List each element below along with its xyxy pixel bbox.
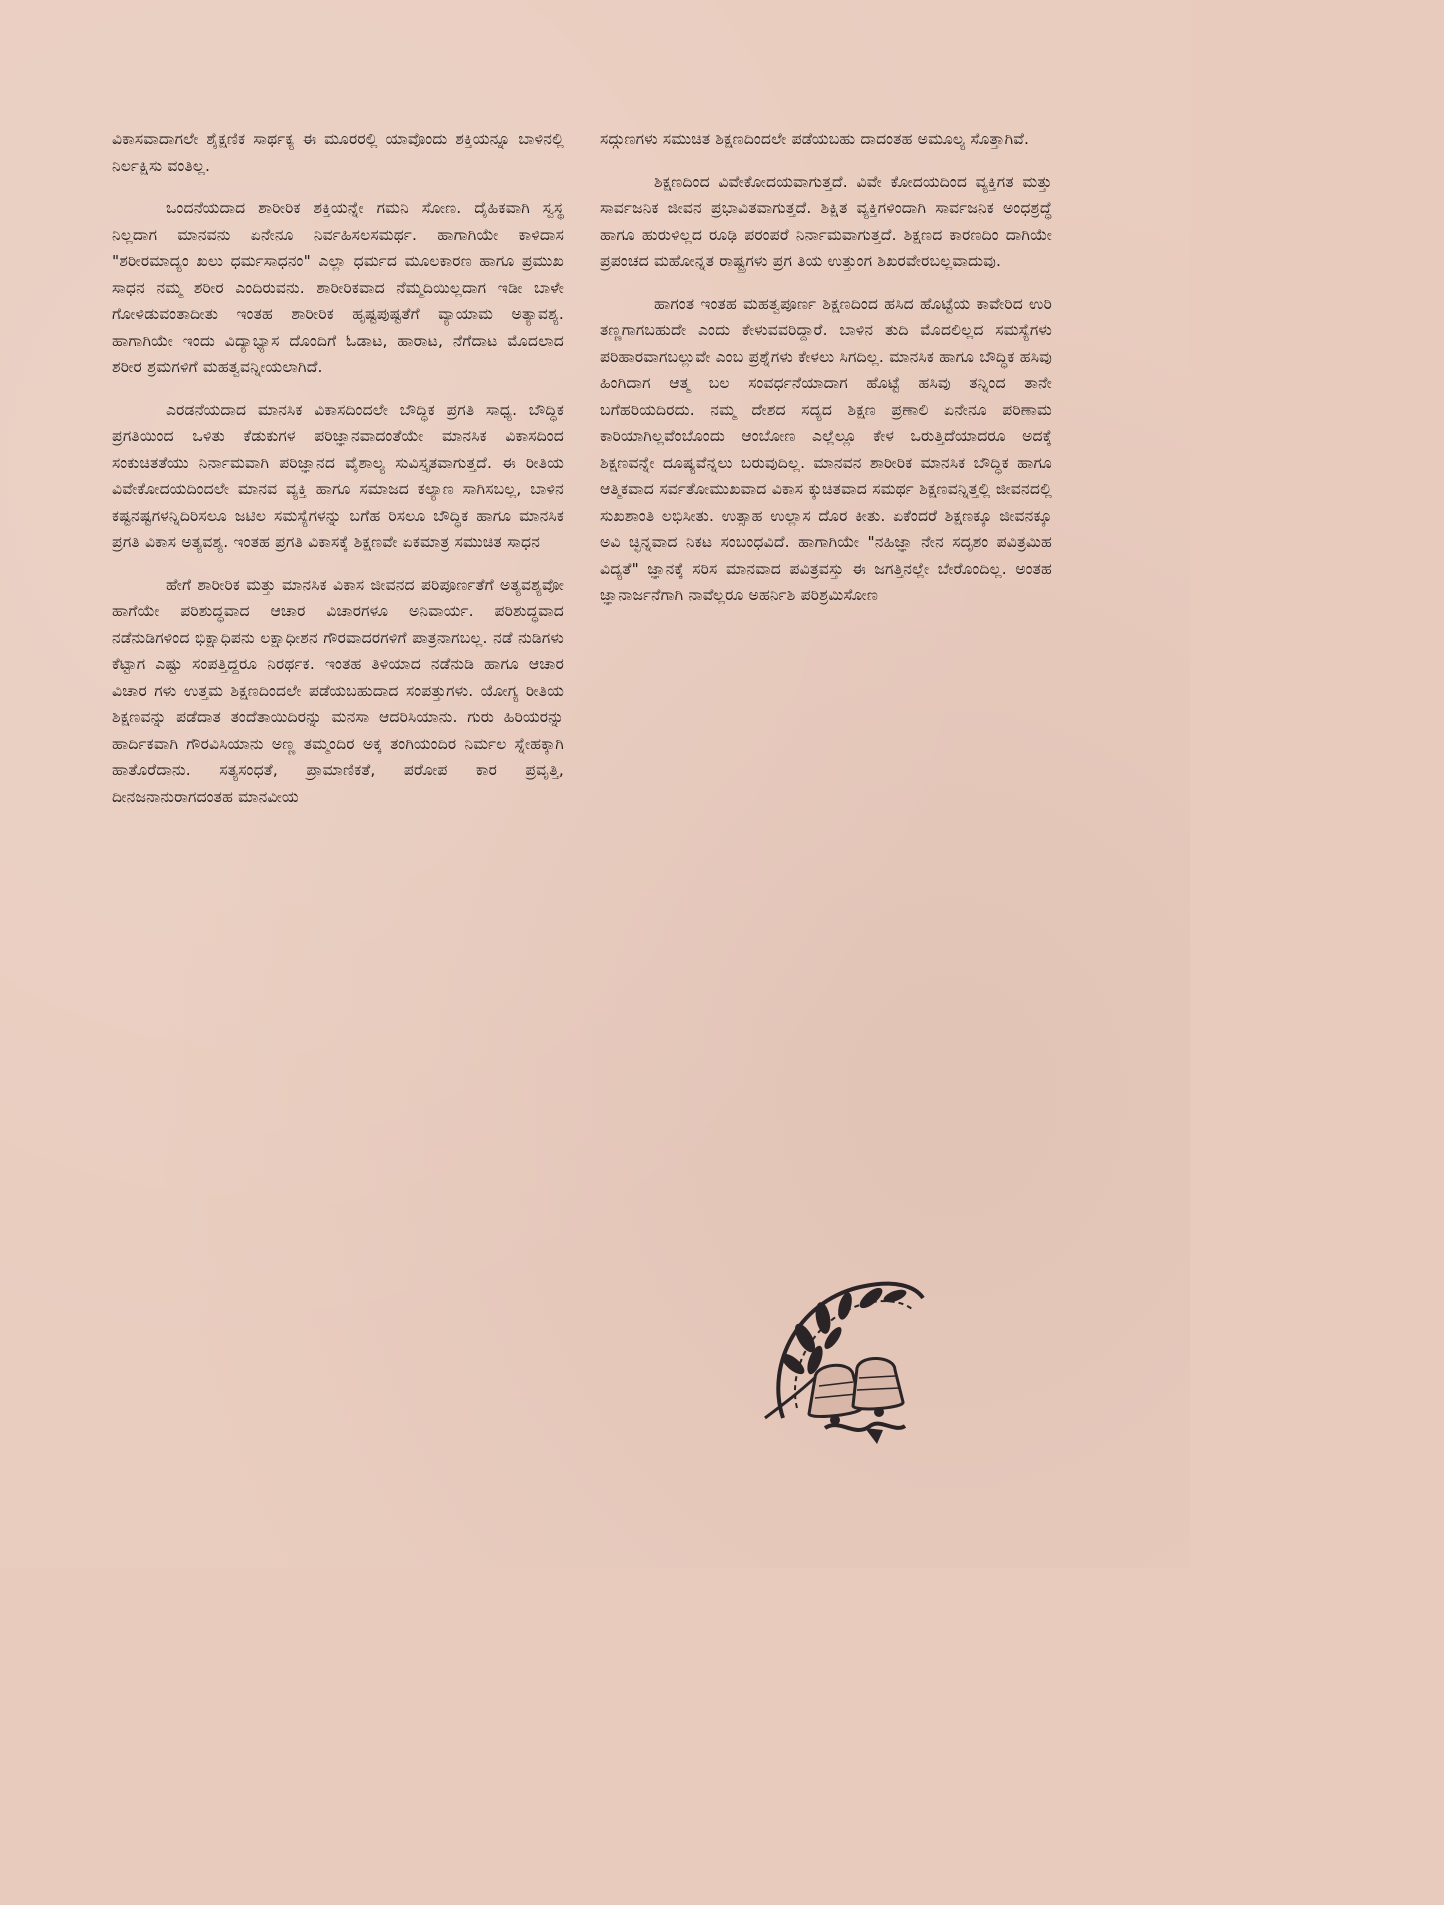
ribbon xyxy=(825,1424,905,1430)
paragraph-vikasa-intro: ವಿಕಾಸವಾದಾಗಲೇ ಶೈಕ್ಷಣಿಕ ಸಾರ್ಥಕ್ಯ ಈ ಮೂರರಲ್ಲಿ ಯಾವೊಂದು ಶಕ್ತಿಯನ್ನೂ ಬಾಳಿನಲ್ಲಿ ನಿರ್ಲಕ್ಷಿಸು ವಂತಿಲ್ಲ. xyxy=(112,130,564,175)
bells-with-wreath-icon xyxy=(745,1268,935,1446)
ribbon-tail xyxy=(865,1428,883,1444)
paragraph-virtues: ಸದ್ಗುಣಗಳು ಸಮುಚಿತ ಶಿಕ್ಷಣದಿಂದಲೇ ಪಡೆಯಬಹು ದಾದಂತಹ ಅಮೂಲ್ಯ ಸೊತ್ತಾಗಿವೆ. xyxy=(600,130,1030,148)
paragraph-mental-development: ಎರಡನೆಯದಾದ ಮಾನಸಿಕ ವಿಕಾಸದಿಂದಲೇ ಬೌದ್ಧಿಕ ಪ್ರಗತಿ ಸಾಧ್ಯ. ಬೌದ್ಧಿಕ ಪ್ರಗತಿಯಿಂದ ಒಳಿತು ಕೆಡುಕುಗಳ ಪರಿಜ್ಞಾನವಾದಂತೆಯೇ ಮಾನಸಿಕ ವಿಕಾಸದಿಂದ ಸಂಕುಚಿತತೆಯು ನಿರ್ನಾಮವಾಗಿ ಪರಿಜ್ಞಾನದ ವೈಶಾಲ್ಯ ಸುವಿಸ್ತೃತವಾಗುತ್ತದೆ. ಈ ರೀತಿಯ ವಿವೇಕೋದಯದಿಂದಲೇ ಮಾನವ ವ್ಯಕ್ತಿ ಹಾಗೂ ಸಮಾಜದ ಕಲ್ಯಾಣ ಸಾಗಿಸಬಲ್ಲ, ಬಾಳಿನ ಕಷ್ಟನಷ್ಟಗಳನ್ನಿದಿರಿಸಲೂ ಜಟಿಲ ಸಮಸ್ಯೆಗಳನ್ನು ಬಗೆಹ ರಿಸಲೂ ಬೌದ್ಧಿಕ ಹಾಗೂ ಮಾನಸಿಕ ಪ್ರಗತಿ ವಿಕಾಸ ಅತ್ಯವಶ್ಯ. ಇಂತಹ ಪ್ರಗತಿ ವಿಕಾಸಕ್ಕೆ ಶಿಕ್ಷಣವೇ ಏಕಮಾತ್ರ ಸಮುಚಿತ ಸಾಧನ xyxy=(112,400,564,551)
paragraph-education-awakening: ಶಿಕ್ಷಣದಿಂದ ವಿವೇಕೋದಯವಾಗುತ್ತದೆ. ವಿವೇ ಕೋದಯದಿಂದ ವ್ಯಕ್ತಿಗತ ಮತ್ತು ಸಾರ್ವಜನಿಕ ಜೀವನ ಪ್ರಭಾವಿತವಾಗುತ್ತದೆ. ಶಿಕ್ಷಿತ ವ್ಯಕ್ತಿಗಳಿಂದಾಗಿ ಸಾರ್ವಜನಿಕ ಅಂಧಶ್ರದ್ಧೆ ಹಾಗೂ ಹುರುಳಿಲ್ಲದ ರೂಢಿ ಪರಂಪರೆ ನಿರ್ನಾಮವಾಗುತ್ತದೆ. ಶಿಕ್ಷಣದ ಕಾರಣದಿಂ ದಾಗಿಯೇ ಪ್ರಪಂಚದ ಮಹೋನ್ನತ ರಾಷ್ಟ್ರಗಳು ಪ್ರಗ ತಿಯ ಉತ್ತುಂಗ ಶಿಖರವೇರಬಲ್ಲವಾದುವು. xyxy=(600,172,1052,270)
paragraph-conduct: ಹೇಗೆ ಶಾರೀರಿಕ ಮತ್ತು ಮಾನಸಿಕ ವಿಕಾಸ ಜೀವನದ ಪರಿಪೂರ್ಣತೆಗೆ ಅತ್ಯವಶ್ಯವೋ ಹಾಗೆಯೇ ಪರಿಶುದ್ಧವಾದ ಆಚಾರ ವಿಚಾರಗಳೂ ಅನಿವಾರ್ಯ. ಪರಿಶುದ್ಧವಾದ ನಡೆನುಡಿಗಳಿಂದ ಭಿಕ್ಷಾಧಿಪನು ಲಕ್ಷಾಧೀಶನ ಗೌರವಾದರಗಳಿಗೆ ಪಾತ್ರನಾಗಬಲ್ಲ. ನಡೆ ನುಡಿಗಳು ಕೆಟ್ಟಾಗ ಎಷ್ಟು ಸಂಪತ್ತಿದ್ದರೂ ನಿರರ್ಥಕ. ಇಂತಹ ತಿಳಿಯಾದ ನಡೆನುಡಿ ಹಾಗೂ ಆಚಾರ ವಿಚಾರ ಗಳು ಉತ್ತಮ ಶಿಕ್ಷಣದಿಂದಲೇ ಪಡೆಯಬಹುದಾದ ಸಂಪತ್ತುಗಳು. ಯೋಗ್ಯ ರೀತಿಯ ಶಿಕ್ಷಣವನ್ನು ಪಡೆದಾತ ತಂದೆತಾಯಿದಿರನ್ನು ಮನಸಾ ಆದರಿಸಿಯಾನು. ಗುರು ಹಿರಿಯರನ್ನು ಹಾರ್ದಿಕವಾಗಿ ಗೌರವಿಸಿಯಾನು ಅಣ್ಣ ತಮ್ಮಂದಿರ ಅಕ್ಕ ತಂಗಿಯಂದಿರ ನಿರ್ಮಲ ಸ್ನೇಹಕ್ಕಾಗಿ ಹಾತೊರೆದಾನು. ಸತ್ಯಸಂಧತೆ, ಪ್ರಾಮಾಣಿಕತೆ, ಪರೋಪ ಕಾರ ಪ್ರವೃತ್ತಿ, ದೀನಜನಾನುರಾಗದಂತಹ ಮಾನವೀಯ xyxy=(112,575,564,806)
paragraph-education-and-life: ಹಾಗಂತ ಇಂತಹ ಮಹತ್ವಪೂರ್ಣ ಶಿಕ್ಷಣದಿಂದ ಹಸಿದ ಹೊಟ್ಟೆಯ ಕಾವೇರಿದ ಉರಿ ತಣ್ಣಗಾಗಬಹುದೇ ಎಂದು ಕೇಳುವವರಿದ್ದಾರೆ. ಬಾಳಿನ ತುದಿ ಮೊದಲಿಲ್ಲದ ಸಮಸ್ಯೆಗಳು ಪರಿಹಾರವಾಗಬಲ್ಲುವೇ ಎಂಬ ಪ್ರಶ್ನೆಗಳು ಕೇಳಲು ಸಿಗದಿಲ್ಲ. ಮಾನಸಿಕ ಹಾಗೂ ಬೌದ್ಧಿಕ ಹಸಿವು ಹಿಂಗಿದಾಗ ಆತ್ಮ ಬಲ ಸಂವರ್ಧನೆಯಾದಾಗ ಹೊಟ್ಟೆ ಹಸಿವು ತನ್ನಿಂದ ತಾನೇ ಬಗೆಹರಿಯದಿರದು. ನಮ್ಮ ದೇಶದ ಸದ್ಯದ ಶಿಕ್ಷಣ ಪ್ರಣಾಲಿ ಏನೇನೂ ಪರಿಣಾಮ ಕಾರಿಯಾಗಿಲ್ಲವೆಂಬೊಂದು ಆಂಬೋಣ ಎಲ್ಲೆಲ್ಲೂ ಕೇಳ ಒರುತ್ತಿದೆಯಾದರೂ ಅದಕ್ಕೆ ಶಿಕ್ಷಣವನ್ನೇ ದೂಷ್ಯವೆನ್ನಲು ಬರುವುದಿಲ್ಲ. ಮಾನವನ ಶಾರೀರಿಕ ಮಾನಸಿಕ ಬೌದ್ಧಿಕ ಹಾಗೂ ಆತ್ಮಿಕವಾದ ಸರ್ವತೋಮುಖವಾದ ವಿಕಾಸ ಕ್ಕುಚಿತವಾದ ಸಮರ್ಥ ಶಿಕ್ಷಣವನ್ನಿತ್ತಲ್ಲಿ ಜೀವನದಲ್ಲಿ ಸುಖಶಾಂತಿ ಲಭಿಸೀತು. ಉತ್ಸಾಹ ಉಲ್ಲಾಸ ದೊರ ಕೀತು. ಏಕೆಂದರೆ ಶಿಕ್ಷಣಕ್ಕೂ ಜೀವನಕ್ಕೂ ಅವಿ ಚ್ಛಿನ್ನವಾದ ನಿಕಟ ಸಂಬಂಧವಿದೆ. ಹಾಗಾಗಿಯೇ "ನಹಿಜ್ಞಾ ನೇನ ಸದೃಶಂ ಪವಿತ್ರಮಿಹ ವಿದ್ಯತೆ" ಜ್ಞಾನಕ್ಕೆ ಸರಿಸ ಮಾನವಾದ ಪವಿತ್ರವಸ್ತು ಈ ಜಗತ್ತಿನಲ್ಲೇ ಬೇರೊಂದಿಲ್ಲ. ಅಂತಹ ಜ್ಞಾನಾರ್ಜನೆಗಾಗಿ ನಾವೆಲ್ಲರೂ ಅಹರ್ನಿಶಿ ಪರಿಶ್ರಮಿಸೋಣ xyxy=(600,294,1052,604)
paragraph-physical-strength: ಒಂದನೆಯದಾದ ಶಾರೀರಿಕ ಶಕ್ತಿಯನ್ನೇ ಗಮನಿ ಸೋಣ. ದೈಹಿಕವಾಗಿ ಸ್ವಸ್ಥ ನಿಲ್ಲದಾಗ ಮಾನವನು ಏನೇನೂ ನಿರ್ವಹಿಸಲಸಮರ್ಥ. ಹಾಗಾಗಿಯೇ ಕಾಳಿದಾಸ "ಶರೀರಮಾದ್ಯಂ ಖಲು ಧರ್ಮಸಾಧನಂ" ಎಲ್ಲಾ ಧರ್ಮದ ಮೂಲಕಾರಣ ಹಾಗೂ ಪ್ರಮುಖ ಸಾಧನ ನಮ್ಮ ಶರೀರ ಎಂದಿರುವನು. ಶಾರೀರಿಕವಾದ ನೆಮ್ಮದಿಯಿಲ್ಲದಾಗ ಇಡೀ ಬಾಳೇ ಗೋಳಿಡುವಂತಾದೀತು ಇಂತಹ ಶಾರೀರಿಕ ಹೃಷ್ಟಪುಷ್ಟತೆಗೆ ವ್ಯಾಯಾಮ ಅತ್ಯಾವಶ್ಯ. ಹಾಗಾಗಿಯೇ ಇಂದು ವಿದ್ಯಾಭ್ಯಾಸ ದೊಂದಿಗೆ ಓಡಾಟ, ಹಾರಾಟ, ನೆಗೆದಾಟ ಮೊದಲಾದ ಶರೀರ ಶ್ರಮಗಳಿಗೆ ಮಹತ್ವವನ್ನೀಯಲಾಗಿದೆ. xyxy=(112,199,564,376)
left-text-column xyxy=(112,126,564,826)
right-text-column xyxy=(600,126,1052,625)
bell-right xyxy=(853,1358,903,1417)
